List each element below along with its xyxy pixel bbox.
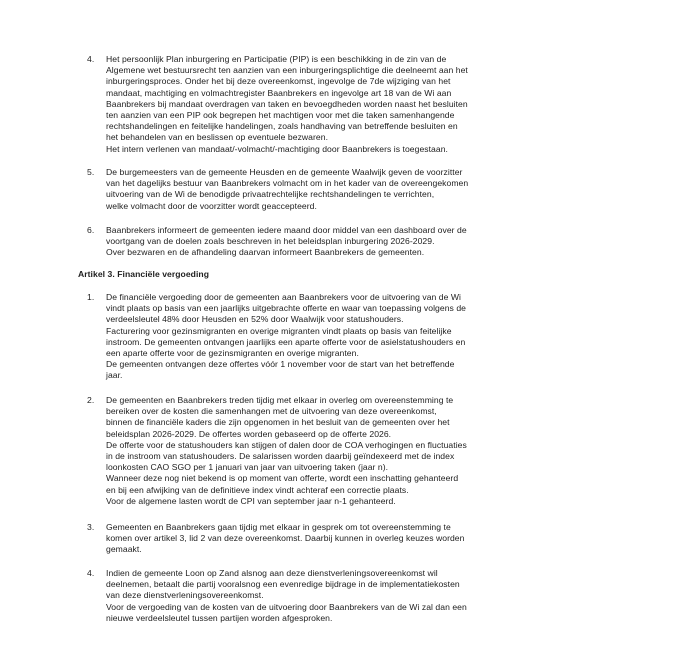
item-text: [106, 225, 592, 259]
text-line: nieuwe verdeelsleutel tussen partijen worden afgesproken.: [106, 612, 333, 623]
article2-item-4: [87, 54, 592, 155]
text-line: voortgang van de doelen zoals beschreven in het beleidsplan inburgering 2026-2029.: [106, 236, 435, 247]
text-line: mandaat, machtiging en volmachtregister Baanbrekers en ingevolge art 18 van de Wi aan: [106, 87, 452, 98]
article2-item-6: [87, 225, 592, 259]
article3-item-1: [87, 292, 592, 382]
text-line: inburgeringsproces. Onder het bij deze overeenkomst, ingevolge de 7de wijziging van het: [106, 76, 451, 87]
text-line: De offerte voor de statushouders kan stijgen of dalen door de COA verhogingen en fluctuaties: [106, 439, 467, 450]
text-line: deelnemen, betaalt die partij vooralsnog een evenredige bijdrage in de implementatiekosten: [106, 579, 460, 590]
item-number: 3.: [87, 522, 95, 532]
text-line: Facturering voor gezinsmigranten en overige migranten vindt plaats op basis van feitelijke: [106, 325, 452, 336]
item-text: [106, 568, 592, 624]
text-line: loonkosten CAO SGO per 1 januari van jaar van uitvoering taken (jaar n).: [106, 462, 389, 473]
text-line: instroom. De gemeenten ontvangen jaarlijks een aparte offerte voor de asielstatushouders en: [106, 336, 466, 347]
text-line: welke volmacht door de voorzitter wordt geaccepteerd.: [106, 200, 317, 211]
text-line: ten aanzien van een PIP ook begrepen het machtigen voor met die taken samenhangende: [106, 109, 455, 120]
text-line: Het intern verlenen van mandaat/-volmacht/-machtiging door Baanbrekers is toegestaan.: [106, 143, 448, 154]
item-number: 5.: [87, 167, 95, 177]
article2-item-5: [87, 167, 592, 212]
article3-item-3: [87, 522, 592, 556]
article3-item-2: [87, 395, 592, 507]
text-line: jaar.: [106, 370, 123, 381]
text-line: van het dagelijks bestuur van Baanbrekers volmacht om in het kader van de overeengekomen: [106, 178, 469, 189]
text-line: vindt plaats op basis van een jaarlijks uitgebrachte offerte en waar van toepassing volgens de: [106, 303, 466, 314]
item-number: 2.: [87, 395, 95, 405]
text-line: binnen de financiële kaders die zijn opgenomen in het besluit van de gemeenten over het: [106, 417, 450, 428]
text-line: Indien de gemeente Loon op Zand alsnog aan deze dienstverleningsovereenkomst wil: [106, 568, 438, 578]
text-line: een aparte offerte voor de gezinsmigranten en overige migranten.: [106, 347, 359, 358]
item-text: [106, 522, 592, 556]
item-text: [106, 292, 592, 382]
text-line: De gemeenten ontvangen deze offertes vóór 1 november voor de start van het betreffende: [106, 359, 455, 370]
text-line: Wanneer deze nog niet bekend is op moment van offerte, wordt een inschatting gehanteerd: [106, 473, 459, 484]
text-line: komen over artikel 3, lid 2 van deze overeenkomst. Daarbij kunnen in overleg keuzes worden: [106, 533, 465, 544]
text-line: Over bezwaren en de afhandeling daarvan informeert Baanbrekers de gemeenten.: [106, 247, 425, 258]
item-number: 4.: [87, 54, 95, 64]
text-line: Baanbrekers bij mandaat overdragen van taken en bevoegdheden worden naast het besluiten: [106, 98, 468, 109]
text-line: in de instroom van statushouders. De salarissen worden daarbij geïndexeerd met de index: [106, 450, 455, 461]
text-line: Voor de algemene lasten wordt de CPI van september jaar n-1 gehanteerd.: [106, 495, 396, 506]
text-line: De financiële vergoeding door de gemeenten aan Baanbrekers voor de uitvoering van de Wi: [106, 292, 462, 302]
text-line: beleidsplan 2026-2029. De offertes worden gebaseerd op de offerte 2026.: [106, 428, 392, 439]
text-line: De gemeenten en Baanbrekers treden tijdig met elkaar in overleg om overeenstemming te: [106, 395, 454, 405]
text-line: Het persoonlijk Plan inburgering en Participatie (PIP) is een beschikking in de zin van de: [106, 54, 447, 64]
item-number: 1.: [87, 292, 95, 302]
text-line: uitvoering van de Wi de benodigde privaatrechtelijke rechtshandelingen te verrichten,: [106, 189, 435, 200]
text-line: rechtshandelingen en feitelijke handelingen, zoals handhaving van betreffende besluiten en: [106, 121, 458, 132]
text-line: het behandelen van en beslissen op eventuele bezwaren.: [106, 132, 329, 143]
text-line: en bij een afwijking van de definitieve index vindt achteraf een correctie plaats.: [106, 484, 409, 495]
text-line: Gemeenten en Baanbrekers gaan tijdig met elkaar in gesprek om tot overeenstemming te: [106, 522, 451, 532]
item-text: [106, 395, 592, 507]
text-line: bereiken over de kosten die samenhangen met de uitvoering van deze overeenkomst,: [106, 406, 437, 417]
text-line: van deze dienstverleningsovereenkomst.: [106, 590, 264, 601]
item-text: [106, 54, 592, 155]
text-line: Voor de vergoeding van de kosten van de uitvoering door Baanbrekers van de Wi zal dan een: [106, 601, 467, 612]
text-line: De burgemeesters van de gemeente Heusden en de gemeente Waalwijk geven de voorzitter: [106, 167, 463, 177]
text-line: Baanbrekers informeert de gemeenten iedere maand door middel van een dashboard over de: [106, 225, 467, 235]
text-line: gemaakt.: [106, 544, 142, 555]
item-text: [106, 167, 592, 212]
item-number: 6.: [87, 225, 95, 235]
item-number: 4.: [87, 568, 95, 578]
text-line: verdeelsleutel 48% door Heusden en 52% door Waalwijk voor statushouders.: [106, 314, 404, 325]
article3-heading: Artikel 3. Financiële vergoeding: [78, 269, 210, 279]
article3-item-4: [87, 568, 592, 624]
text-line: Algemene wet bestuursrecht ten aanzien van een inburgeringsplichtige die deelneemt aan het: [106, 65, 468, 76]
